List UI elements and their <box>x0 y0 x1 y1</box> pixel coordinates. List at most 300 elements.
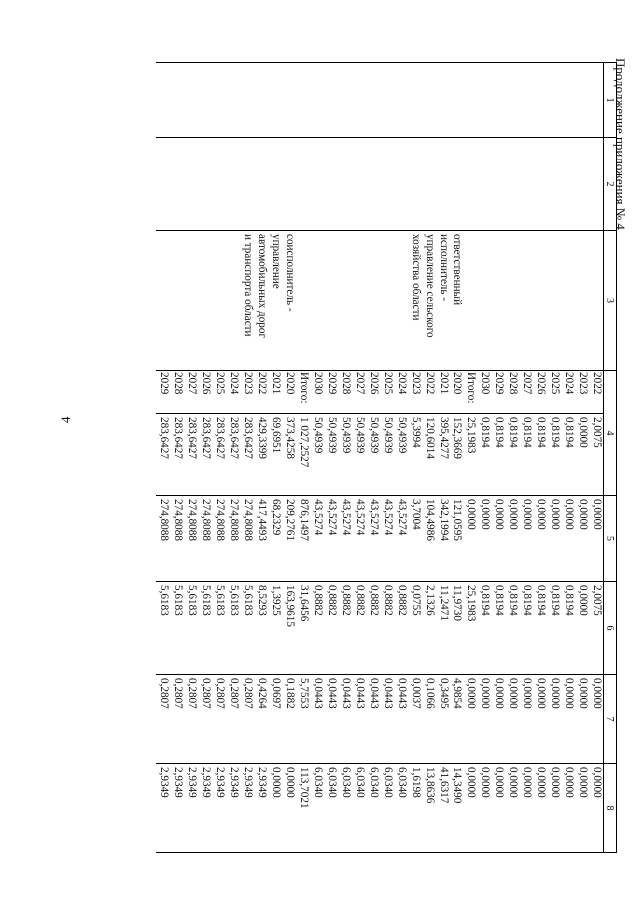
cell-executor: исполнитель - <box>436 231 450 371</box>
cell-col-2 <box>310 138 324 231</box>
cell-total: 283,6427 <box>170 414 184 496</box>
cell-federal: 342,1994 <box>436 496 450 582</box>
header-col-1: 1 <box>604 63 617 138</box>
cell-federal: 43,5274 <box>310 496 324 582</box>
cell-regional: 0,8194 <box>547 582 561 675</box>
cell-local: 0,1066 <box>422 675 436 764</box>
cell-col-1 <box>491 63 505 138</box>
cell-local: 0,0000 <box>491 675 505 764</box>
cell-year: 2024 <box>226 371 240 414</box>
header-col-2: 2 <box>604 138 617 231</box>
cell-regional: 0,0000 <box>575 582 589 675</box>
cell-year: 2020 <box>282 371 296 414</box>
cell-extrabudget: 2,9349 <box>157 764 171 853</box>
cell-total: 0,8194 <box>533 414 547 496</box>
cell-total: 0,8194 <box>561 414 575 496</box>
cell-col-2 <box>296 138 310 231</box>
cell-col-1 <box>184 63 198 138</box>
cell-federal: 121,0595 <box>450 496 464 582</box>
cell-year: 2020 <box>450 371 464 414</box>
cell-col-2 <box>575 138 589 231</box>
cell-extrabudget: 14,3490 <box>450 764 464 853</box>
cell-regional: 5,6183 <box>212 582 226 675</box>
cell-executor <box>212 231 226 371</box>
cell-extrabudget: 0,0000 <box>547 764 561 853</box>
cell-local: 0,0000 <box>561 675 575 764</box>
cell-executor <box>226 231 240 371</box>
cell-federal: 43,5274 <box>366 496 380 582</box>
cell-col-2 <box>450 138 464 231</box>
cell-local: 0,0000 <box>547 675 561 764</box>
cell-executor: хозяйства области <box>408 231 422 371</box>
cell-extrabudget: 6,0340 <box>324 764 338 853</box>
cell-extrabudget: 0,0000 <box>519 764 533 853</box>
cell-federal: 0,0000 <box>589 496 603 582</box>
cell-local: 0,2807 <box>157 675 171 764</box>
cell-total: 283,6427 <box>157 414 171 496</box>
cell-executor <box>366 231 380 371</box>
cell-extrabudget: 6,0340 <box>380 764 394 853</box>
cell-regional: 5,6183 <box>157 582 171 675</box>
cell-total: 5,3994 <box>408 414 422 496</box>
cell-year: 2025 <box>380 371 394 414</box>
cell-federal: 43,5274 <box>380 496 394 582</box>
table-row <box>505 63 519 853</box>
cell-regional: 0,8882 <box>366 582 380 675</box>
cell-executor <box>477 231 491 371</box>
cell-total: 283,6427 <box>198 414 212 496</box>
cell-year: 2021 <box>436 371 450 414</box>
cell-local: 0,0000 <box>533 675 547 764</box>
cell-year: 2024 <box>394 371 408 414</box>
cell-extrabudget: 2,9349 <box>184 764 198 853</box>
cell-federal: 209,2761 <box>282 496 296 582</box>
table-row <box>198 63 212 853</box>
cell-year: 2029 <box>491 371 505 414</box>
header-col-6: 6 <box>604 582 617 675</box>
table-row <box>547 63 561 853</box>
cell-extrabudget: 113,7021 <box>296 764 310 853</box>
table-row <box>212 63 226 853</box>
cell-regional: 0,8882 <box>338 582 352 675</box>
cell-year: 2021 <box>268 371 282 414</box>
cell-local: 0,0000 <box>589 675 603 764</box>
cell-col-1 <box>533 63 547 138</box>
cell-executor: ответственный <box>450 231 464 371</box>
cell-local: 0,0443 <box>394 675 408 764</box>
cell-year: 2027 <box>352 371 366 414</box>
table-row <box>408 63 422 853</box>
table-row <box>450 63 464 853</box>
cell-col-2 <box>254 138 268 231</box>
header-col-5: 5 <box>604 496 617 582</box>
cell-extrabudget: 41,6317 <box>436 764 450 853</box>
cell-year: 2028 <box>170 371 184 414</box>
table-row <box>324 63 338 853</box>
cell-regional: 0,8194 <box>491 582 505 675</box>
cell-regional: 31,6456 <box>296 582 310 675</box>
cell-federal: 0,0000 <box>491 496 505 582</box>
cell-extrabudget: 0,0000 <box>533 764 547 853</box>
cell-col-1 <box>547 63 561 138</box>
cell-executor <box>519 231 533 371</box>
cell-year: 2023 <box>408 371 422 414</box>
table-row <box>533 63 547 853</box>
cell-extrabudget: 0,0000 <box>561 764 575 853</box>
cell-col-1 <box>157 63 171 138</box>
cell-extrabudget: 0,0000 <box>477 764 491 853</box>
cell-federal: 0,0000 <box>519 496 533 582</box>
cell-col-1 <box>212 63 226 138</box>
cell-federal: 417,4493 <box>254 496 268 582</box>
cell-executor <box>184 231 198 371</box>
cell-executor <box>394 231 408 371</box>
cell-col-1 <box>422 63 436 138</box>
cell-year: 2028 <box>338 371 352 414</box>
table-row <box>366 63 380 853</box>
cell-regional: 11,9730 <box>450 582 464 675</box>
cell-federal: 0,0000 <box>533 496 547 582</box>
cell-total: 283,6427 <box>226 414 240 496</box>
cell-col-1 <box>519 63 533 138</box>
table-row <box>436 63 450 853</box>
cell-local: 0,2807 <box>240 675 254 764</box>
cell-local: 0,0000 <box>505 675 519 764</box>
cell-col-1 <box>240 63 254 138</box>
cell-year: Итого: <box>296 371 310 414</box>
cell-executor: управление сельского <box>422 231 436 371</box>
header-col-8: 8 <box>604 764 617 853</box>
cell-local: 0,0000 <box>519 675 533 764</box>
cell-executor <box>491 231 505 371</box>
cell-executor <box>198 231 212 371</box>
cell-total: 2,0075 <box>589 414 603 496</box>
cell-col-1 <box>352 63 366 138</box>
cell-local: 0,2807 <box>170 675 184 764</box>
cell-year: 2025 <box>547 371 561 414</box>
cell-regional: 2,0075 <box>589 582 603 675</box>
cell-col-2 <box>212 138 226 231</box>
cell-regional: 163,9615 <box>282 582 296 675</box>
cell-local: 0,2807 <box>226 675 240 764</box>
cell-local: 0,0443 <box>338 675 352 764</box>
cell-col-1 <box>170 63 184 138</box>
cell-federal: 0,0000 <box>575 496 589 582</box>
cell-extrabudget: 0,0000 <box>463 764 477 853</box>
cell-executor <box>505 231 519 371</box>
cell-col-2 <box>561 138 575 231</box>
cell-local: 0,0000 <box>463 675 477 764</box>
table-row <box>491 63 505 853</box>
cell-local: 0,3495 <box>436 675 450 764</box>
cell-year: 2029 <box>324 371 338 414</box>
rotated-table-container <box>65 62 617 852</box>
cell-executor <box>310 231 324 371</box>
cell-executor <box>170 231 184 371</box>
cell-total: 395,4277 <box>436 414 450 496</box>
cell-extrabudget: 0,0000 <box>282 764 296 853</box>
cell-col-2 <box>268 138 282 231</box>
cell-col-1 <box>310 63 324 138</box>
cell-federal: 0,0000 <box>561 496 575 582</box>
cell-executor <box>338 231 352 371</box>
cell-extrabudget: 6,0340 <box>366 764 380 853</box>
cell-col-2 <box>352 138 366 231</box>
cell-col-1 <box>338 63 352 138</box>
table-row <box>561 63 575 853</box>
cell-col-1 <box>463 63 477 138</box>
cell-total: 152,3669 <box>450 414 464 496</box>
cell-executor: и транспорта области <box>240 231 254 371</box>
cell-col-2 <box>184 138 198 231</box>
cell-executor: управление <box>268 231 282 371</box>
cell-federal: 3,7004 <box>408 496 422 582</box>
table-row <box>352 63 366 853</box>
cell-federal: 43,5274 <box>338 496 352 582</box>
cell-total: 0,0000 <box>575 414 589 496</box>
cell-col-2 <box>547 138 561 231</box>
cell-col-1 <box>268 63 282 138</box>
table-row <box>394 63 408 853</box>
cell-extrabudget: 2,9349 <box>212 764 226 853</box>
table-row <box>338 63 352 853</box>
cell-executor <box>547 231 561 371</box>
table-row <box>422 63 436 853</box>
cell-year: 2027 <box>519 371 533 414</box>
cell-col-1 <box>366 63 380 138</box>
cell-federal: 274,8088 <box>226 496 240 582</box>
table-row <box>296 63 310 853</box>
cell-total: 1 027,2527 <box>296 414 310 496</box>
cell-col-1 <box>296 63 310 138</box>
cell-regional: 11,2471 <box>436 582 450 675</box>
cell-col-1 <box>198 63 212 138</box>
cell-col-1 <box>505 63 519 138</box>
cell-local: 5,7553 <box>296 675 310 764</box>
cell-regional: 0,8882 <box>310 582 324 675</box>
cell-col-2 <box>282 138 296 231</box>
cell-col-2 <box>198 138 212 231</box>
cell-federal: 0,0000 <box>547 496 561 582</box>
cell-executor <box>463 231 477 371</box>
cell-total: 50,4939 <box>338 414 352 496</box>
cell-col-2 <box>477 138 491 231</box>
cell-year: 2029 <box>157 371 171 414</box>
cell-extrabudget: 6,0340 <box>310 764 324 853</box>
cell-extrabudget: 2,9349 <box>254 764 268 853</box>
cell-regional: 0,8882 <box>324 582 338 675</box>
cell-federal: 43,5274 <box>394 496 408 582</box>
cell-col-1 <box>477 63 491 138</box>
cell-col-1 <box>408 63 422 138</box>
cell-col-2 <box>380 138 394 231</box>
cell-local: 0,0037 <box>408 675 422 764</box>
cell-col-2 <box>366 138 380 231</box>
cell-year: 2022 <box>254 371 268 414</box>
cell-local: 0,2807 <box>184 675 198 764</box>
cell-executor <box>157 231 171 371</box>
cell-federal: 876,1497 <box>296 496 310 582</box>
cell-regional: 0,8882 <box>380 582 394 675</box>
cell-local: 4,9854 <box>450 675 464 764</box>
page-number: 4 <box>58 416 73 423</box>
cell-total: 373,4258 <box>282 414 296 496</box>
cell-federal: 0,0000 <box>477 496 491 582</box>
cell-federal: 274,8088 <box>184 496 198 582</box>
cell-year: 2028 <box>505 371 519 414</box>
cell-local: 0,0443 <box>324 675 338 764</box>
cell-federal: 274,8088 <box>157 496 171 582</box>
cell-year: 2026 <box>366 371 380 414</box>
cell-extrabudget: 2,9349 <box>240 764 254 853</box>
cell-year: Итого: <box>463 371 477 414</box>
cell-executor: автомобильных дорог <box>254 231 268 371</box>
cell-col-1 <box>436 63 450 138</box>
cell-col-1 <box>226 63 240 138</box>
table-row <box>240 63 254 853</box>
cell-col-2 <box>394 138 408 231</box>
table-row <box>310 63 324 853</box>
cell-regional: 5,6183 <box>170 582 184 675</box>
cell-local: 0,0000 <box>477 675 491 764</box>
cell-executor <box>589 231 603 371</box>
table-row <box>380 63 394 853</box>
cell-federal: 274,8088 <box>240 496 254 582</box>
cell-col-2 <box>226 138 240 231</box>
cell-extrabudget: 0,0000 <box>589 764 603 853</box>
cell-regional: 5,6183 <box>240 582 254 675</box>
cell-local: 0,2807 <box>198 675 212 764</box>
table-row <box>575 63 589 853</box>
table-row <box>519 63 533 853</box>
header-col-4: 4 <box>604 371 617 496</box>
table-row <box>268 63 282 853</box>
table-row <box>589 63 603 853</box>
cell-col-2 <box>240 138 254 231</box>
cell-extrabudget: 2,9349 <box>226 764 240 853</box>
cell-year: 2023 <box>575 371 589 414</box>
table-row <box>463 63 477 853</box>
cell-col-2 <box>463 138 477 231</box>
cell-regional: 8,5293 <box>254 582 268 675</box>
cell-executor <box>380 231 394 371</box>
table-row <box>477 63 491 853</box>
cell-extrabudget: 6,0340 <box>394 764 408 853</box>
cell-total: 0,8194 <box>505 414 519 496</box>
budget-table <box>157 62 618 853</box>
cell-local: 0,0443 <box>380 675 394 764</box>
cell-federal: 274,8088 <box>212 496 226 582</box>
cell-extrabudget: 0,0000 <box>268 764 282 853</box>
cell-col-1 <box>282 63 296 138</box>
table-row <box>157 63 171 853</box>
cell-regional: 0,8194 <box>505 582 519 675</box>
cell-extrabudget: 0,0000 <box>575 764 589 853</box>
cell-total: 283,6427 <box>184 414 198 496</box>
cell-total: 50,4939 <box>352 414 366 496</box>
cell-regional: 2,1326 <box>422 582 436 675</box>
cell-regional: 5,6183 <box>226 582 240 675</box>
cell-local: 0,1882 <box>282 675 296 764</box>
cell-regional: 0,8882 <box>394 582 408 675</box>
cell-extrabudget: 6,0340 <box>338 764 352 853</box>
cell-total: 50,4939 <box>310 414 324 496</box>
cell-total: 50,4939 <box>380 414 394 496</box>
cell-col-1 <box>254 63 268 138</box>
cell-col-1 <box>380 63 394 138</box>
cell-col-2 <box>533 138 547 231</box>
cell-total: 0,8194 <box>477 414 491 496</box>
cell-col-2 <box>408 138 422 231</box>
cell-extrabudget: 2,9349 <box>170 764 184 853</box>
cell-col-2 <box>505 138 519 231</box>
cell-federal: 68,2329 <box>268 496 282 582</box>
table-header-row <box>604 63 617 853</box>
cell-col-2 <box>436 138 450 231</box>
cell-total: 0,8194 <box>491 414 505 496</box>
cell-col-2 <box>422 138 436 231</box>
cell-year: 2026 <box>533 371 547 414</box>
cell-regional: 0,8882 <box>352 582 366 675</box>
cell-executor <box>561 231 575 371</box>
cell-total: 25,1983 <box>463 414 477 496</box>
cell-federal: 43,5274 <box>324 496 338 582</box>
cell-total: 0,8194 <box>519 414 533 496</box>
table-row <box>282 63 296 853</box>
cell-federal: 104,4986 <box>422 496 436 582</box>
cell-executor <box>296 231 310 371</box>
cell-total: 283,6427 <box>212 414 226 496</box>
cell-total: 283,6427 <box>240 414 254 496</box>
table-row <box>184 63 198 853</box>
appendix-title: Продолжение приложения № 4 <box>613 58 628 230</box>
cell-extrabudget: 6,0340 <box>352 764 366 853</box>
header-col-3: 3 <box>604 231 617 371</box>
cell-col-2 <box>519 138 533 231</box>
cell-col-2 <box>491 138 505 231</box>
cell-regional: 0,8194 <box>477 582 491 675</box>
cell-executor <box>352 231 366 371</box>
cell-regional: 1,3925 <box>268 582 282 675</box>
cell-col-1 <box>589 63 603 138</box>
cell-year: 2022 <box>422 371 436 414</box>
cell-total: 69,6951 <box>268 414 282 496</box>
cell-year: 2027 <box>184 371 198 414</box>
cell-total: 50,4939 <box>394 414 408 496</box>
cell-total: 50,4939 <box>324 414 338 496</box>
cell-col-2 <box>170 138 184 231</box>
cell-col-1 <box>575 63 589 138</box>
cell-local: 0,0443 <box>310 675 324 764</box>
table-row <box>226 63 240 853</box>
cell-local: 0,0697 <box>268 675 282 764</box>
cell-extrabudget: 0,0000 <box>505 764 519 853</box>
cell-col-1 <box>450 63 464 138</box>
cell-executor <box>324 231 338 371</box>
cell-total: 120,6014 <box>422 414 436 496</box>
cell-extrabudget: 1,6198 <box>408 764 422 853</box>
cell-federal: 274,8088 <box>198 496 212 582</box>
cell-col-2 <box>338 138 352 231</box>
cell-total: 0,8194 <box>547 414 561 496</box>
cell-executor <box>533 231 547 371</box>
cell-federal: 43,5274 <box>352 496 366 582</box>
cell-regional: 5,6183 <box>184 582 198 675</box>
cell-local: 0,2807 <box>212 675 226 764</box>
cell-federal: 0,0000 <box>505 496 519 582</box>
cell-regional: 0,0755 <box>408 582 422 675</box>
cell-regional: 25,1983 <box>463 582 477 675</box>
